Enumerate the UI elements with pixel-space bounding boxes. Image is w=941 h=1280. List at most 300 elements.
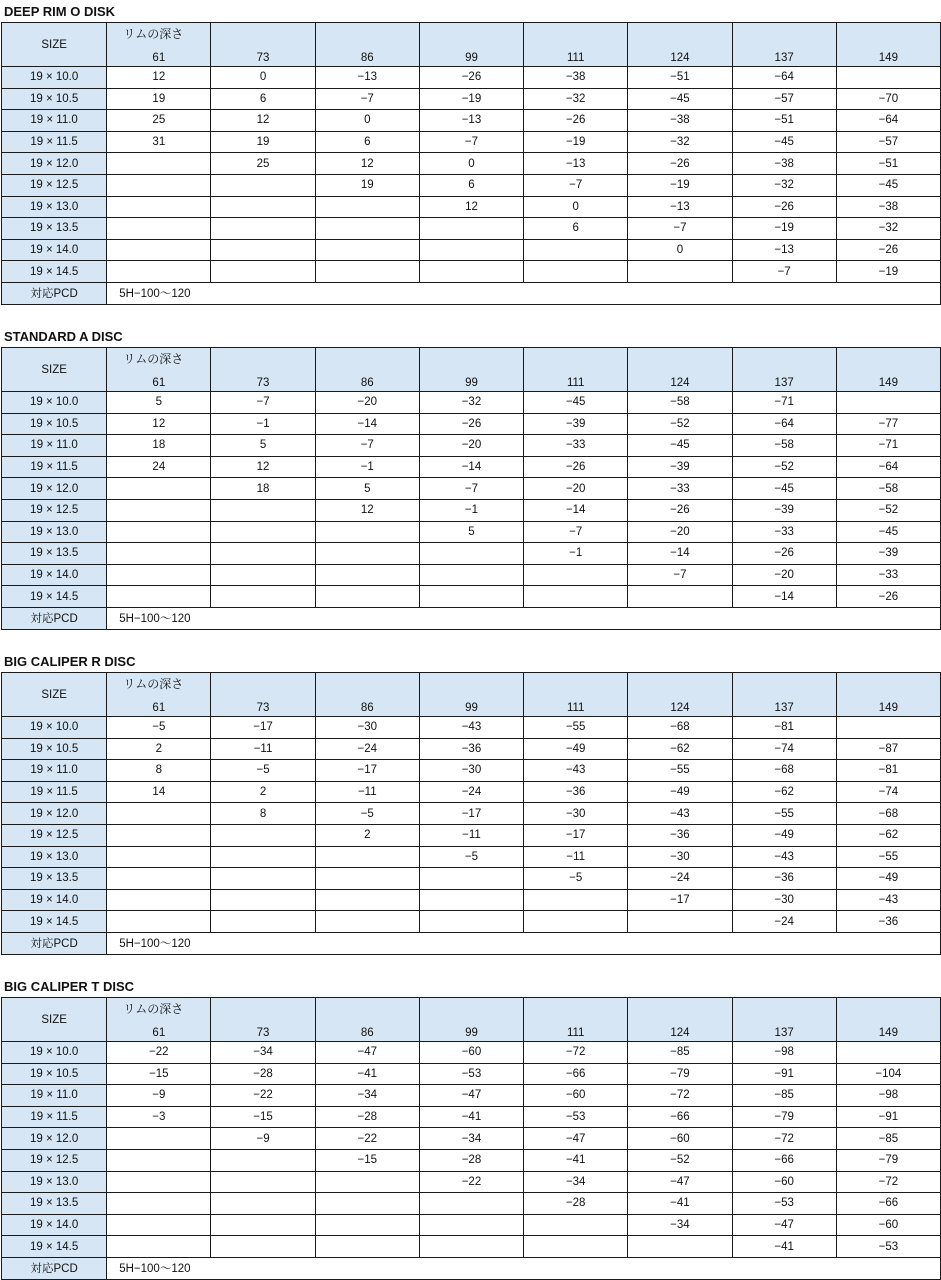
offset-cell: −1 <box>315 456 419 478</box>
offset-cell <box>211 239 315 261</box>
offset-cell <box>315 1214 419 1236</box>
size-cell: 19 × 14.0 <box>2 1214 107 1236</box>
offset-cell: −33 <box>836 564 940 586</box>
depth-header-cell: 73 <box>211 348 315 392</box>
offset-cell: −77 <box>836 413 940 435</box>
offset-cell: −19 <box>628 174 732 196</box>
offset-cell: −22 <box>211 1085 315 1107</box>
size-cell: 19 × 12.5 <box>2 824 107 846</box>
depth-header-cell: 111 <box>524 998 628 1042</box>
offset-cell: −55 <box>732 803 836 825</box>
offset-cell <box>315 261 419 283</box>
offset-cell: −43 <box>419 717 523 739</box>
size-cell: 19 × 13.0 <box>2 846 107 868</box>
depth-header-cell: 149 <box>836 998 940 1042</box>
header-row <box>2 673 941 717</box>
offset-cell: −39 <box>524 413 628 435</box>
offset-table <box>1 22 941 305</box>
table-row <box>2 889 941 911</box>
offset-cell: −38 <box>628 110 732 132</box>
offset-cell: −51 <box>836 153 940 175</box>
offset-cell: −32 <box>419 392 523 414</box>
offset-cell: −32 <box>732 174 836 196</box>
offset-cell: −22 <box>107 1042 211 1064</box>
size-cell: 19 × 13.5 <box>2 543 107 565</box>
offset-cell: −58 <box>732 435 836 457</box>
pcd-row <box>2 282 941 304</box>
offset-cell: −11 <box>211 738 315 760</box>
offset-cell: −20 <box>315 392 419 414</box>
offset-cell <box>211 911 315 933</box>
offset-cell: −51 <box>628 67 732 89</box>
offset-cell: −68 <box>836 803 940 825</box>
table-row <box>2 218 941 240</box>
offset-cell: −41 <box>419 1106 523 1128</box>
offset-cell: −28 <box>524 1193 628 1215</box>
offset-cell <box>419 1214 523 1236</box>
offset-cell: 25 <box>107 110 211 132</box>
pcd-value: 5H−100〜120 <box>107 282 941 304</box>
size-header: SIZE <box>2 23 107 67</box>
offset-cell: −87 <box>836 738 940 760</box>
offset-cell: −41 <box>628 1193 732 1215</box>
offset-cell: −14 <box>628 543 732 565</box>
offset-cell: −60 <box>836 1214 940 1236</box>
offset-cell: 6 <box>211 88 315 110</box>
depth-header-cell: 124 <box>628 998 732 1042</box>
offset-cell <box>211 1171 315 1193</box>
offset-cell: −52 <box>836 499 940 521</box>
offset-cell <box>107 889 211 911</box>
offset-cell <box>211 824 315 846</box>
offset-cell: −15 <box>211 1106 315 1128</box>
size-cell: 19 × 13.5 <box>2 1193 107 1215</box>
offset-cell: 0 <box>524 196 628 218</box>
offset-cell: 0 <box>315 110 419 132</box>
offset-cell: 6 <box>419 174 523 196</box>
depth-header-cell: 149 <box>836 673 940 717</box>
offset-cell <box>211 889 315 911</box>
offset-cell <box>315 196 419 218</box>
size-cell: 19 × 13.5 <box>2 868 107 890</box>
offset-cell: −32 <box>628 131 732 153</box>
rim-depth-label: リムの深さ <box>123 27 184 41</box>
offset-cell: −34 <box>211 1042 315 1064</box>
offset-cell: 5 <box>211 435 315 457</box>
offset-cell: 12 <box>419 196 523 218</box>
offset-cell: −43 <box>732 846 836 868</box>
offset-cell: −72 <box>836 1171 940 1193</box>
offset-cell: −36 <box>836 911 940 933</box>
size-cell: 19 × 14.5 <box>2 261 107 283</box>
offset-cell <box>419 586 523 608</box>
offset-cell: −36 <box>628 824 732 846</box>
offset-cell: −26 <box>836 239 940 261</box>
depth-header-cell: 149 <box>836 348 940 392</box>
offset-cell: −26 <box>732 543 836 565</box>
offset-cell: −53 <box>732 1193 836 1215</box>
offset-cell <box>836 1042 940 1064</box>
size-cell: 19 × 12.5 <box>2 499 107 521</box>
depth-header-cell: 124 <box>628 348 732 392</box>
depth-header-cell: 111 <box>524 23 628 67</box>
table-row <box>2 131 941 153</box>
table-row <box>2 1042 941 1064</box>
offset-cell <box>315 911 419 933</box>
offset-cell: −64 <box>836 110 940 132</box>
pcd-value: 5H−100〜120 <box>107 607 941 629</box>
depth-header-cell: 99 <box>419 23 523 67</box>
offset-cell: 24 <box>107 456 211 478</box>
offset-cell: −33 <box>628 478 732 500</box>
offset-cell: −17 <box>211 717 315 739</box>
offset-cell: 25 <box>211 153 315 175</box>
offset-cell: −15 <box>315 1149 419 1171</box>
offset-cell: −30 <box>315 717 419 739</box>
pcd-row <box>2 607 941 629</box>
offset-cell <box>315 586 419 608</box>
offset-cell: −41 <box>732 1236 836 1258</box>
offset-cell: −7 <box>315 88 419 110</box>
offset-cell: −11 <box>315 781 419 803</box>
offset-cell <box>524 1214 628 1236</box>
offset-cell: −41 <box>315 1063 419 1085</box>
table-row <box>2 1171 941 1193</box>
offset-cell <box>211 868 315 890</box>
offset-cell <box>419 218 523 240</box>
offset-cell: −34 <box>315 1085 419 1107</box>
table-row <box>2 174 941 196</box>
depth-header-cell: 86 <box>315 673 419 717</box>
offset-cell <box>315 218 419 240</box>
rim-depth-label: リムの深さ <box>123 677 184 691</box>
depth-header-cell: 137 <box>732 23 836 67</box>
pcd-label: 対応PCD <box>2 932 107 954</box>
offset-cell: −53 <box>419 1063 523 1085</box>
table-row <box>2 717 941 739</box>
table-row <box>2 1106 941 1128</box>
offset-cell: −14 <box>315 413 419 435</box>
offset-cell: −47 <box>524 1128 628 1150</box>
offset-cell: −19 <box>419 88 523 110</box>
offset-cell <box>419 889 523 911</box>
offset-cell <box>107 261 211 283</box>
offset-cell <box>107 153 211 175</box>
offset-cell: −45 <box>836 521 940 543</box>
wheel-offset-section <box>0 2 941 305</box>
offset-cell: −36 <box>732 868 836 890</box>
offset-cell: −14 <box>419 456 523 478</box>
offset-cell: −33 <box>524 435 628 457</box>
depth-header-cell: 73 <box>211 998 315 1042</box>
depth-header-cell <box>107 998 211 1042</box>
offset-cell: −7 <box>628 218 732 240</box>
offset-cell <box>315 1236 419 1258</box>
offset-cell <box>107 1149 211 1171</box>
offset-cell <box>107 1128 211 1150</box>
size-cell: 19 × 11.0 <box>2 760 107 782</box>
offset-cell: −66 <box>524 1063 628 1085</box>
size-cell: 19 × 12.5 <box>2 174 107 196</box>
offset-cell: −79 <box>628 1063 732 1085</box>
offset-cell: −17 <box>524 824 628 846</box>
offset-cell: 6 <box>315 131 419 153</box>
table-row <box>2 824 941 846</box>
offset-cell: −39 <box>732 499 836 521</box>
wheel-offset-section <box>0 652 941 955</box>
depth-header-cell: 137 <box>732 998 836 1042</box>
offset-cell: −62 <box>732 781 836 803</box>
offset-cell: −14 <box>732 586 836 608</box>
offset-cell: −85 <box>836 1128 940 1150</box>
offset-cell <box>524 911 628 933</box>
offset-cell <box>315 1171 419 1193</box>
offset-cell: −26 <box>419 413 523 435</box>
offset-cell <box>419 261 523 283</box>
offset-cell: −64 <box>836 456 940 478</box>
offset-cell: −66 <box>732 1149 836 1171</box>
size-cell: 19 × 13.0 <box>2 521 107 543</box>
offset-cell: −32 <box>524 88 628 110</box>
offset-cell: −43 <box>836 889 940 911</box>
offset-cell: −68 <box>628 717 732 739</box>
offset-cell: −13 <box>315 67 419 89</box>
table-row <box>2 1193 941 1215</box>
offset-cell <box>315 543 419 565</box>
table-row <box>2 435 941 457</box>
section-title: STANDARD A DISC <box>4 329 123 344</box>
offset-cell: −19 <box>836 261 940 283</box>
size-cell: 19 × 11.5 <box>2 456 107 478</box>
offset-cell: −26 <box>524 456 628 478</box>
offset-cell: −58 <box>628 392 732 414</box>
size-cell: 19 × 12.0 <box>2 803 107 825</box>
offset-cell: 14 <box>107 781 211 803</box>
depth-header-cell: 99 <box>419 348 523 392</box>
offset-cell: −66 <box>836 1193 940 1215</box>
offset-cell: 12 <box>315 499 419 521</box>
offset-cell: −39 <box>836 543 940 565</box>
offset-cell: −20 <box>419 435 523 457</box>
offset-cell: 8 <box>211 803 315 825</box>
size-header: SIZE <box>2 348 107 392</box>
offset-cell <box>211 543 315 565</box>
offset-cell: −7 <box>732 261 836 283</box>
offset-cell: −15 <box>107 1063 211 1085</box>
offset-cell: −7 <box>211 392 315 414</box>
section-title: BIG CALIPER R DISC <box>4 654 136 669</box>
offset-cell <box>107 196 211 218</box>
wheel-offset-section <box>0 977 941 1280</box>
table-row <box>2 1214 941 1236</box>
offset-cell: −13 <box>524 153 628 175</box>
offset-cell <box>107 478 211 500</box>
offset-cell <box>107 911 211 933</box>
offset-cell: −49 <box>628 781 732 803</box>
offset-cell <box>211 586 315 608</box>
offset-cell <box>107 174 211 196</box>
offset-cell <box>628 1236 732 1258</box>
offset-cell: −51 <box>732 110 836 132</box>
offset-cell: −36 <box>419 738 523 760</box>
offset-cell: 8 <box>107 760 211 782</box>
offset-cell <box>211 1236 315 1258</box>
offset-cell: −1 <box>211 413 315 435</box>
pcd-row <box>2 1257 941 1279</box>
offset-cell: −45 <box>732 478 836 500</box>
depth-value: 61 <box>152 702 166 714</box>
table-row <box>2 846 941 868</box>
rim-depth-label: リムの深さ <box>123 352 184 366</box>
offset-cell <box>211 1214 315 1236</box>
pcd-row <box>2 932 941 954</box>
offset-cell <box>315 1193 419 1215</box>
header-row <box>2 348 941 392</box>
offset-cell: −7 <box>419 478 523 500</box>
offset-cell <box>211 564 315 586</box>
size-cell: 19 × 14.5 <box>2 1236 107 1258</box>
size-cell: 19 × 11.0 <box>2 435 107 457</box>
offset-cell <box>628 261 732 283</box>
offset-cell <box>107 824 211 846</box>
rim-depth-label: リムの深さ <box>123 1002 184 1016</box>
size-cell: 19 × 12.0 <box>2 153 107 175</box>
offset-table <box>1 672 941 955</box>
offset-cell: −45 <box>836 174 940 196</box>
offset-cell: −38 <box>836 196 940 218</box>
offset-cell: −28 <box>315 1106 419 1128</box>
offset-cell: −57 <box>836 131 940 153</box>
depth-header-cell: 124 <box>628 673 732 717</box>
table-row <box>2 67 941 89</box>
offset-cell: 0 <box>628 239 732 261</box>
size-cell: 19 × 11.0 <box>2 1085 107 1107</box>
offset-cell: −68 <box>732 760 836 782</box>
depth-header-cell: 99 <box>419 673 523 717</box>
offset-cell <box>211 499 315 521</box>
offset-cell: 2 <box>315 824 419 846</box>
offset-cell: −45 <box>732 131 836 153</box>
offset-cell <box>524 1236 628 1258</box>
offset-cell <box>524 586 628 608</box>
offset-cell: 18 <box>211 478 315 500</box>
offset-cell <box>211 261 315 283</box>
offset-cell: −79 <box>732 1106 836 1128</box>
offset-cell: −60 <box>732 1171 836 1193</box>
offset-cell: 5 <box>107 392 211 414</box>
offset-cell: −7 <box>315 435 419 457</box>
offset-cell <box>107 499 211 521</box>
table-row <box>2 499 941 521</box>
offset-cell <box>107 846 211 868</box>
offset-cell: −24 <box>732 911 836 933</box>
pcd-label: 対応PCD <box>2 1257 107 1279</box>
depth-header-cell <box>107 673 211 717</box>
table-row <box>2 1085 941 1107</box>
section-title: BIG CALIPER T DISC <box>4 979 135 994</box>
depth-header-cell: 124 <box>628 23 732 67</box>
offset-cell <box>211 521 315 543</box>
offset-cell <box>315 239 419 261</box>
offset-cell: −55 <box>836 846 940 868</box>
offset-cell: −52 <box>628 413 732 435</box>
offset-cell: −81 <box>836 760 940 782</box>
offset-cell: −30 <box>628 846 732 868</box>
size-cell: 19 × 13.5 <box>2 218 107 240</box>
offset-cell: −66 <box>628 1106 732 1128</box>
offset-cell <box>419 911 523 933</box>
offset-cell: −71 <box>732 392 836 414</box>
offset-cell <box>524 564 628 586</box>
offset-cell <box>836 717 940 739</box>
table-row <box>2 1063 941 1085</box>
size-cell: 19 × 12.0 <box>2 1128 107 1150</box>
offset-cell: 12 <box>211 456 315 478</box>
offset-cell: −13 <box>419 110 523 132</box>
depth-header-cell: 86 <box>315 998 419 1042</box>
size-cell: 19 × 10.0 <box>2 392 107 414</box>
offset-cell <box>211 846 315 868</box>
offset-cell: −26 <box>419 67 523 89</box>
offset-cell: −22 <box>315 1128 419 1150</box>
section-title: DEEP RIM O DISK <box>4 4 116 19</box>
pcd-label: 対応PCD <box>2 282 107 304</box>
size-header: SIZE <box>2 673 107 717</box>
offset-cell <box>107 1171 211 1193</box>
offset-cell: −70 <box>836 88 940 110</box>
table-row <box>2 1236 941 1258</box>
offset-cell: −26 <box>628 499 732 521</box>
offset-cell: −34 <box>524 1171 628 1193</box>
offset-cell: −41 <box>524 1149 628 1171</box>
offset-cell: 19 <box>107 88 211 110</box>
offset-cell: −47 <box>419 1085 523 1107</box>
depth-value: 61 <box>152 52 166 64</box>
offset-cell: −22 <box>419 1171 523 1193</box>
offset-cell <box>419 239 523 261</box>
size-cell: 19 × 10.5 <box>2 738 107 760</box>
offset-cell: 6 <box>524 218 628 240</box>
offset-cell <box>836 392 940 414</box>
offset-cell: −85 <box>732 1085 836 1107</box>
depth-value: 61 <box>152 377 166 389</box>
offset-cell <box>107 1193 211 1215</box>
offset-cell: −45 <box>628 435 732 457</box>
table-row <box>2 1149 941 1171</box>
size-cell: 19 × 14.0 <box>2 564 107 586</box>
table-row <box>2 110 941 132</box>
table-row <box>2 868 941 890</box>
size-cell: 19 × 11.0 <box>2 110 107 132</box>
offset-cell: −43 <box>628 803 732 825</box>
offset-cell: −47 <box>732 1214 836 1236</box>
table-row <box>2 564 941 586</box>
offset-cell: −52 <box>732 456 836 478</box>
depth-header-cell: 73 <box>211 23 315 67</box>
size-cell: 19 × 11.5 <box>2 781 107 803</box>
offset-cell: −19 <box>732 218 836 240</box>
offset-cell: −34 <box>419 1128 523 1150</box>
size-cell: 19 × 10.5 <box>2 88 107 110</box>
depth-header-cell: 86 <box>315 348 419 392</box>
depth-header-cell: 137 <box>732 348 836 392</box>
depth-header-cell: 149 <box>836 23 940 67</box>
offset-cell <box>107 868 211 890</box>
offset-cell: 18 <box>107 435 211 457</box>
offset-cell: −20 <box>524 478 628 500</box>
size-cell: 19 × 14.5 <box>2 911 107 933</box>
offset-cell: −85 <box>628 1042 732 1064</box>
